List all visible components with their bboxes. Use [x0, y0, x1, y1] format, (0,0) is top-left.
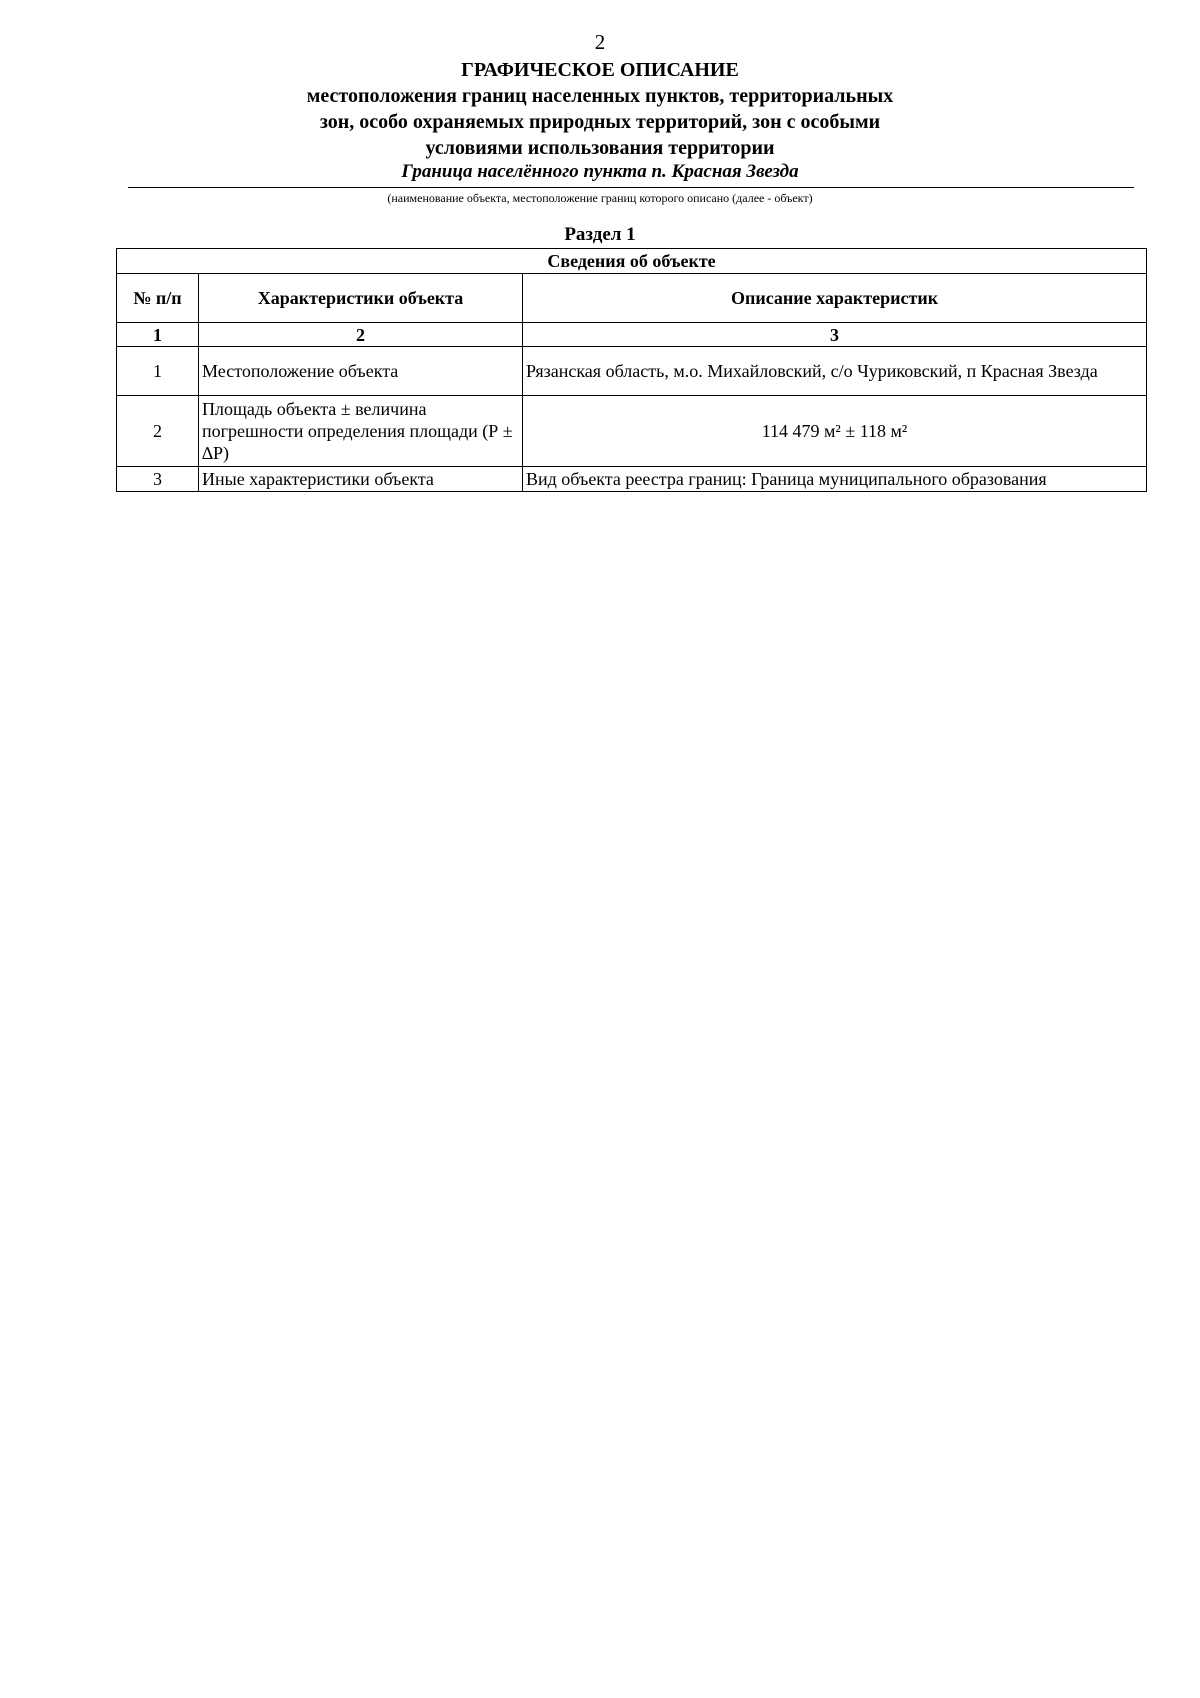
- underline-divider: [128, 187, 1134, 188]
- page-number: 2: [594, 30, 606, 54]
- header-description: Описание характеристик: [523, 274, 1147, 323]
- row-characteristic: Местоположение объекта: [199, 347, 523, 396]
- table-caption-row: [117, 249, 1147, 274]
- table-row: [117, 467, 1147, 492]
- document-subtitle: [0, 83, 1200, 161]
- table-caption: Сведения об объекте: [117, 249, 1147, 274]
- row-number: 1: [117, 347, 199, 396]
- document-title: ГРАФИЧЕСКОЕ ОПИСАНИЕ: [461, 59, 739, 81]
- table-row: [117, 396, 1147, 467]
- subtitle-line: условиями использования территории: [425, 137, 775, 159]
- object-info-table: [116, 248, 1147, 492]
- section-title: Раздел 1: [564, 224, 636, 245]
- table-header-row: [117, 274, 1147, 323]
- row-characteristic: Иные характеристики объекта: [199, 467, 523, 492]
- table-row: [117, 347, 1147, 396]
- column-number: 1: [117, 323, 199, 347]
- row-number: 3: [117, 467, 199, 492]
- row-description: Вид объекта реестра границ: Граница муниципального образования: [523, 467, 1147, 492]
- row-characteristic: Площадь объекта ± величина погрешности определения площади (Р ± ∆Р): [199, 396, 523, 467]
- header-num: № п/п: [117, 274, 199, 323]
- header-characteristic: Характеристики объекта: [199, 274, 523, 323]
- row-description: Рязанская область, м.о. Михайловский, с/о Чуриковский, п Красная Звезда: [523, 347, 1147, 396]
- object-name: Граница населённого пункта п. Красная Звезда: [401, 161, 799, 182]
- subtitle-line: зон, особо охраняемых природных территорий, зон с особыми: [319, 111, 881, 133]
- subtitle-line: местоположения границ населенных пунктов, территориальных: [306, 85, 894, 107]
- row-number: 2: [117, 396, 199, 467]
- column-number: 3: [523, 323, 1147, 347]
- column-number: 2: [199, 323, 523, 347]
- row-description: 114 479 м² ± 118 м²: [523, 396, 1147, 467]
- object-caption: (наименование объекта, местоположение границ которого описано (далее - объект): [387, 191, 813, 205]
- column-number-row: [117, 323, 1147, 347]
